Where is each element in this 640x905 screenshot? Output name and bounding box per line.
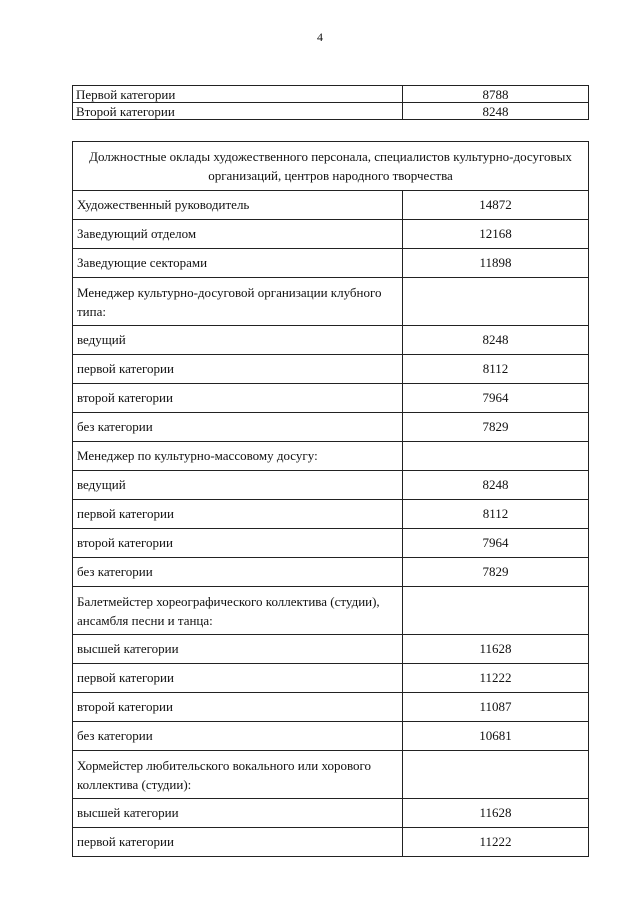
table-row xyxy=(73,220,589,249)
row-value: 7829 xyxy=(403,558,589,587)
row-label: первой категории xyxy=(73,500,403,529)
table-row xyxy=(73,500,589,529)
row-value: 8248 xyxy=(403,326,589,355)
row-value: 7964 xyxy=(403,384,589,413)
table-row xyxy=(73,278,589,326)
row-value: 11898 xyxy=(403,249,589,278)
row-value: 11087 xyxy=(403,693,589,722)
row-label: Художественный руководитель xyxy=(73,191,403,220)
table-row xyxy=(73,693,589,722)
row-label: Хормейстер любительского вокального или хорового коллектива (студии): xyxy=(73,751,403,799)
row-value: 14872 xyxy=(403,191,589,220)
table-row xyxy=(73,722,589,751)
table-row xyxy=(73,558,589,587)
row-label: первой категории xyxy=(73,355,403,384)
row-value: 11628 xyxy=(403,635,589,664)
row-label: первой категории xyxy=(73,828,403,857)
table-row xyxy=(73,799,589,828)
row-label: Первой категории xyxy=(73,86,403,103)
row-label: без категории xyxy=(73,722,403,751)
table-row xyxy=(73,828,589,857)
row-value: 11222 xyxy=(403,828,589,857)
row-label: Заведующий отделом xyxy=(73,220,403,249)
row-label: Заведующие секторами xyxy=(73,249,403,278)
row-value: 8248 xyxy=(403,103,589,120)
row-value xyxy=(403,751,589,799)
row-label: второй категории xyxy=(73,384,403,413)
row-value: 8112 xyxy=(403,500,589,529)
row-label: первой категории xyxy=(73,664,403,693)
row-value: 8788 xyxy=(403,86,589,103)
salary-table xyxy=(72,141,589,857)
table-row xyxy=(73,384,589,413)
row-label: ведущий xyxy=(73,471,403,500)
row-value xyxy=(403,587,589,635)
row-value xyxy=(403,278,589,326)
row-label: без категории xyxy=(73,558,403,587)
row-label: ведущий xyxy=(73,326,403,355)
section-header-row xyxy=(73,142,589,191)
row-value: 8248 xyxy=(403,471,589,500)
row-label: Менеджер культурно-досуговой организации клубного типа: xyxy=(73,278,403,326)
table-row xyxy=(73,529,589,558)
table-row xyxy=(73,103,589,120)
section-header: Должностные оклады художественного персонала, специалистов культурно-досуговых организаций, центров народного творчества xyxy=(73,142,589,191)
table-row xyxy=(73,442,589,471)
table-row xyxy=(73,751,589,799)
row-value: 7829 xyxy=(403,413,589,442)
table-row xyxy=(73,355,589,384)
row-value: 10681 xyxy=(403,722,589,751)
table-row xyxy=(73,664,589,693)
salary-table-continued xyxy=(72,85,589,120)
row-value xyxy=(403,442,589,471)
table-row xyxy=(73,635,589,664)
row-label: второй категории xyxy=(73,693,403,722)
row-label: Второй категории xyxy=(73,103,403,120)
table-row xyxy=(73,249,589,278)
row-label: второй категории xyxy=(73,529,403,558)
row-label: высшей категории xyxy=(73,635,403,664)
row-label: высшей категории xyxy=(73,799,403,828)
table-row xyxy=(73,326,589,355)
table-row xyxy=(73,587,589,635)
page-number: 4 xyxy=(317,30,323,44)
table-row xyxy=(73,471,589,500)
row-value: 11628 xyxy=(403,799,589,828)
table-row xyxy=(73,191,589,220)
table-row xyxy=(73,413,589,442)
table-row xyxy=(73,86,589,103)
row-label: Менеджер по культурно-массовому досугу: xyxy=(73,442,403,471)
row-label: без категории xyxy=(73,413,403,442)
row-label: Балетмейстер хореографического коллектива (студии), ансамбля песни и танца: xyxy=(73,587,403,635)
row-value: 12168 xyxy=(403,220,589,249)
row-value: 11222 xyxy=(403,664,589,693)
row-value: 7964 xyxy=(403,529,589,558)
row-value: 8112 xyxy=(403,355,589,384)
